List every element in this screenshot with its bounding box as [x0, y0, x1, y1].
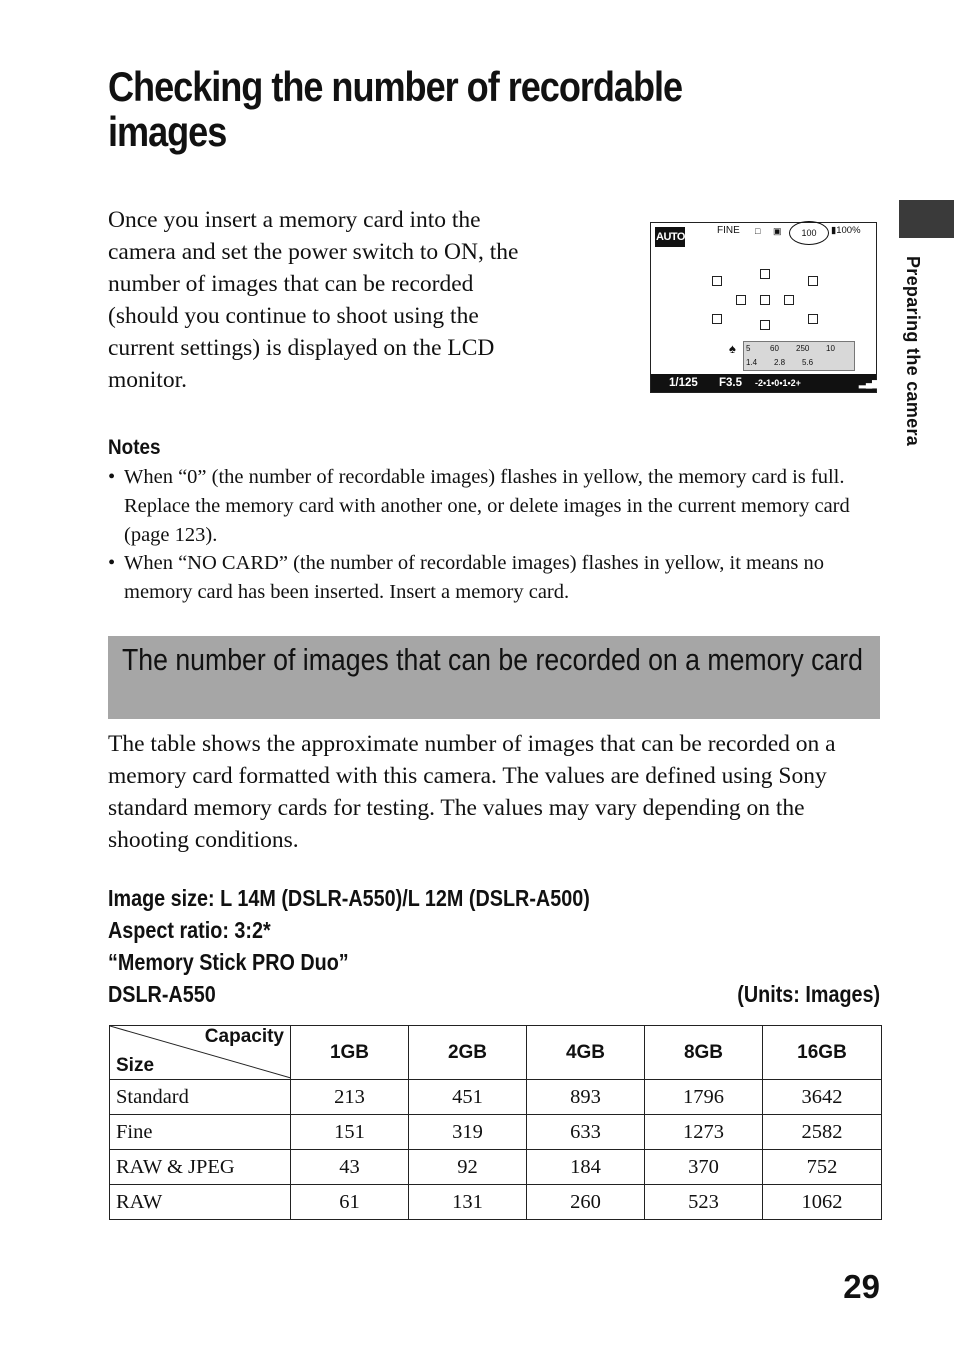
row-label: Standard [110, 1080, 291, 1115]
note-text: When “NO CARD” (the number of recordable images) flashes in yellow, it means no memory card has been inserted. Insert a memory card. [124, 552, 825, 603]
spec-image-size: Image size: L 14M (DSLR-A550)/L 12M (DSLR-A500) [108, 885, 590, 911]
page-title [108, 64, 865, 154]
table-corner-cell [110, 1026, 291, 1080]
af-point-icon [760, 269, 770, 279]
row-label: Fine [110, 1115, 291, 1150]
signal-bars-icon: ▂▄▆ [859, 378, 880, 388]
column-header: 1GB [291, 1026, 409, 1080]
page-number: 29 [843, 1268, 880, 1305]
drive-mode-icon: □ [755, 226, 761, 236]
af-point-icon [808, 314, 818, 324]
table-cell: 370 [645, 1150, 763, 1185]
lcd-bottom-bar [651, 374, 880, 392]
chapter-tab-marker [899, 200, 954, 238]
meter-top-label: 60 [770, 344, 779, 353]
section-header-bar [108, 636, 880, 719]
af-point-icon [760, 320, 770, 330]
note-text: When “0” (the number of recordable images) flashes in yellow, the memory card is full. Replace the memory card with another one, or delete images in the current memory card (page 123). [124, 466, 850, 546]
corner-capacity-label: Capacity [204, 1026, 284, 1047]
table-row [110, 1080, 882, 1115]
table-cell: 213 [291, 1080, 409, 1115]
af-point-icon [760, 295, 770, 305]
exposure-scale: -2•1•0•1•2+ [755, 378, 801, 388]
metering-icon: ▣ [773, 226, 782, 236]
table-row [110, 1115, 882, 1150]
meter-top-label: 10 [826, 344, 835, 353]
battery-percent: 100% [836, 225, 861, 236]
aperture-value: F3.5 [719, 377, 743, 389]
column-header: 4GB [527, 1026, 645, 1080]
af-point-icon [736, 295, 746, 305]
lcd-monitor-illustration [650, 222, 880, 393]
meter-top-label: 250 [796, 344, 810, 353]
af-point-icon [712, 276, 722, 286]
spec-model: DSLR-A550 [108, 981, 216, 1007]
chapter-side-label: Preparing the camera [903, 256, 923, 447]
table-row [110, 1185, 882, 1220]
spec-aspect-ratio: Aspect ratio: 3:2* [108, 917, 271, 943]
notes-heading: Notes [108, 436, 161, 459]
table-cell: 92 [409, 1150, 527, 1185]
shutter-speed: 1/125 [669, 377, 698, 389]
table-cell: 633 [527, 1115, 645, 1150]
body-paragraph: The table shows the approximate number of images that can be recorded on a memory card formatted with this camera. The values are defined using Sony standard memory cards for testing. The values may vary depending on the shooting conditions. [108, 731, 836, 853]
af-point-icon [784, 295, 794, 305]
section-title: The number of images that can be recorded on a memory card [122, 642, 863, 677]
battery-level [831, 225, 861, 236]
recordable-images-table [109, 1025, 882, 1220]
meter-bottom-label: 5.6 [802, 358, 814, 367]
recordable-count: 100 [789, 221, 829, 245]
title-line-1: Checking the number of recordable [108, 63, 683, 110]
meter-bottom-label: 1.4 [746, 358, 758, 367]
table-cell: 1796 [645, 1080, 763, 1115]
row-label: RAW & JPEG [110, 1150, 291, 1185]
units-label: (Units: Images) [737, 981, 880, 1007]
column-header: 2GB [409, 1026, 527, 1080]
note-item [108, 463, 878, 550]
meter-bottom-label: 2.8 [774, 358, 786, 367]
exposure-meter [743, 341, 855, 371]
table-cell: 3642 [763, 1080, 882, 1115]
table-cell: 260 [527, 1185, 645, 1220]
table-cell: 184 [527, 1150, 645, 1185]
intro-paragraph: Once you insert a memory card into the camera and set the power switch to ON, the number of images that can be recorded (should you continue to shoot using the current settings) is displayed on the LCD monitor. [108, 207, 519, 393]
af-point-icon [712, 314, 722, 324]
table-cell: 131 [409, 1185, 527, 1220]
note-item [108, 549, 878, 607]
auto-mode-icon: AUTO [655, 227, 685, 247]
bullet-icon: • [108, 552, 116, 574]
meter-top-label: 5 [746, 344, 751, 353]
title-line-2: images [108, 108, 227, 155]
spec-media: “Memory Stick PRO Duo” [108, 949, 349, 975]
table-cell: 523 [645, 1185, 763, 1220]
person-icon: ♠ [729, 341, 736, 356]
table-cell: 43 [291, 1150, 409, 1185]
table-row [110, 1150, 882, 1185]
corner-size-label: Size [116, 1055, 155, 1076]
table-cell: 1273 [645, 1115, 763, 1150]
table-cell: 451 [409, 1080, 527, 1115]
table-cell: 61 [291, 1185, 409, 1220]
battery-icon: ▮ [831, 225, 837, 236]
column-header: 8GB [645, 1026, 763, 1080]
table-cell: 2582 [763, 1115, 882, 1150]
af-point-icon [808, 276, 818, 286]
bullet-icon: • [108, 466, 116, 488]
quality-label: FINE [717, 225, 740, 236]
table-cell: 1062 [763, 1185, 882, 1220]
table-cell: 319 [409, 1115, 527, 1150]
table-header-row [110, 1026, 882, 1080]
table-cell: 893 [527, 1080, 645, 1115]
table-cell: 151 [291, 1115, 409, 1150]
column-header: 16GB [763, 1026, 882, 1080]
table-cell: 752 [763, 1150, 882, 1185]
row-label: RAW [110, 1185, 291, 1220]
